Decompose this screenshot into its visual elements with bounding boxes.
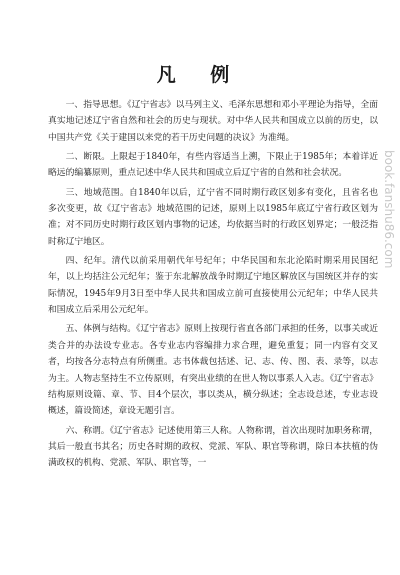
paragraph-terminology: 六、称谓。《辽宁省志》记述使用第三人称。人物称谓，首次出现时加职务称谓，其后一般直书其名；历史各时期的政权、党派、军队、职官等称谓，除日本扶植的伪满政权的机构、党派、军队、职官等，一 [48,425,378,469]
paragraph-guiding-ideology: 一、指导思想。《辽宁省志》以马列主义、毛泽东思想和邓小平理论为指导，全面真实地记述辽宁省自然和社会的历史与现状。对中华人民共和国成立以前的历史，以中国共产党《关于建国以来党的若干历史问题的决议》为准绳。 [48,100,378,143]
document-body [48,97,378,475]
paragraph-format-structure: 五、体例与结构。《辽宁省志》原则上按现行省直各部门承担的任务，以事关或近类合并的办法设专业志。各专业志内容编排力求合理，避免重复；同一内容有交叉者，均按各分志特点有所侧重。志书体裁包括述、记、志、传、图、表、录等，以志为主。人物志坚持生不立传原则，有突出业绩的在世人物以事系人入志。《辽宁省志》结构原则设篇、章、节、目4个层次，事以类从，横分纵述；全志设总述，专业志设概述，篇设简述，章设无题引言。 [48,324,378,417]
paragraph-geographic-scope: 三、地域范围。自1840年以后，辽宁省不同时期行政区划多有变化，且省名也多次变更，故《辽宁省志》地域范围的记述，原则上以1985年底辽宁省行政区划为准；对不同历史时期行政区划内事物的记述，均依据当时的行政区划界定；一般泛指时称辽宁地区。 [48,187,378,247]
paragraph-dating-system: 四、纪年。清代以前采用朝代年号纪年；中华民国和东北沦陷时期采用民国纪年，以上均括注公元纪年；鉴于东北解放战争时期辽宁地区解放区与国统区并存的实际情况，1945年9月3日至中华人民共和国成立前可直接使用公元纪年；中华人民共和国成立后采用公元纪年。 [48,256,378,316]
watermark-text: book.fanshu86.com [382,150,396,269]
paragraph-time-limits: 二、断限。上限起于1840年，有些内容适当上溯，下限止于1985年；本着详近略远的编纂原则，重点记述中华人民共和国成立后辽宁省的自然和社会状况。 [48,152,378,179]
page-title: 凡 例 [156,64,244,86]
